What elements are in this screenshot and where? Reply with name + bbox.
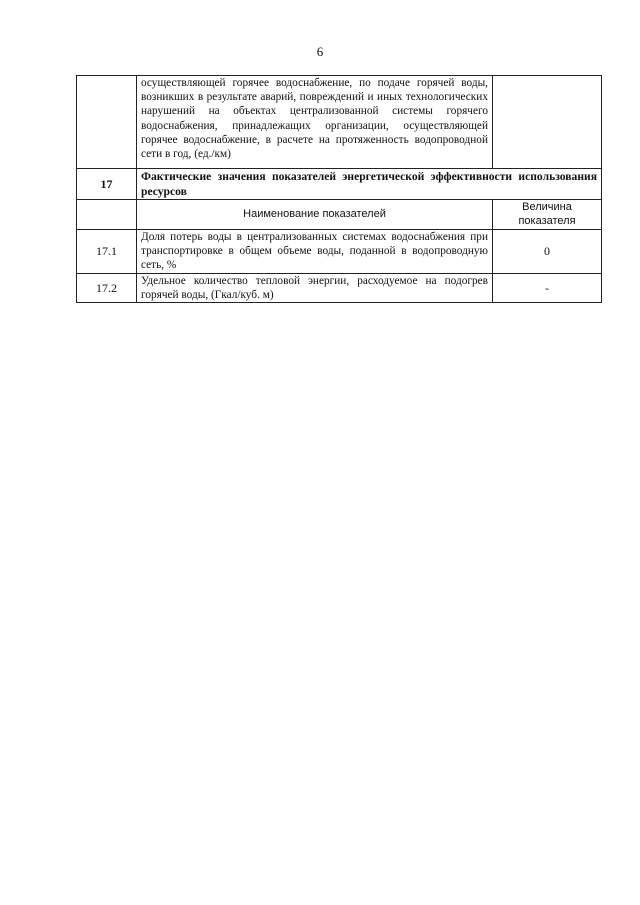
indicators-table [76,75,602,303]
table-header-row [77,200,602,230]
table-row [77,274,602,303]
indicator-text-cell: осуществляющей горячее водоснабжение, по подаче горячей воды, возникших в результате аварий, повреждений и иных технологических нарушений на объектах централизованной системы горячего водоснабжения, принадлежащих организации, осуществляющей горячее водоснабжение, в расчете на протяженность водопроводной сети в год, (ед./км) [137,76,493,169]
indicator-text-cell: Удельное количество тепловой энергии, расходуемое на подогрев горячей воды, (Гкал/куб. м) [137,274,493,303]
section-number-cell: 17 [77,169,137,200]
section-title-cell: Фактические значения показателей энергетической эффективности использования ресурсов [137,169,602,200]
indicator-value-cell: - [493,274,602,303]
table-row-continuation [77,76,602,169]
indicator-text-cell: Доля потерь воды в централизованных системах водоснабжения при транспортировке в общем объеме воды, поданной в водопроводную сеть, % [137,230,493,274]
header-name-cell: Наименование показателей [137,200,493,230]
page-number: 6 [316,44,324,59]
row-number-cell: 17.2 [77,274,137,303]
table-row [77,230,602,274]
table-row-section-17 [77,169,602,200]
indicator-value-cell: 0 [493,230,602,274]
row-number-cell [77,76,137,169]
header-empty-cell [77,200,137,230]
indicator-value-cell [493,76,602,169]
row-number-cell: 17.1 [77,230,137,274]
header-value-cell: Величина показателя [493,200,602,230]
